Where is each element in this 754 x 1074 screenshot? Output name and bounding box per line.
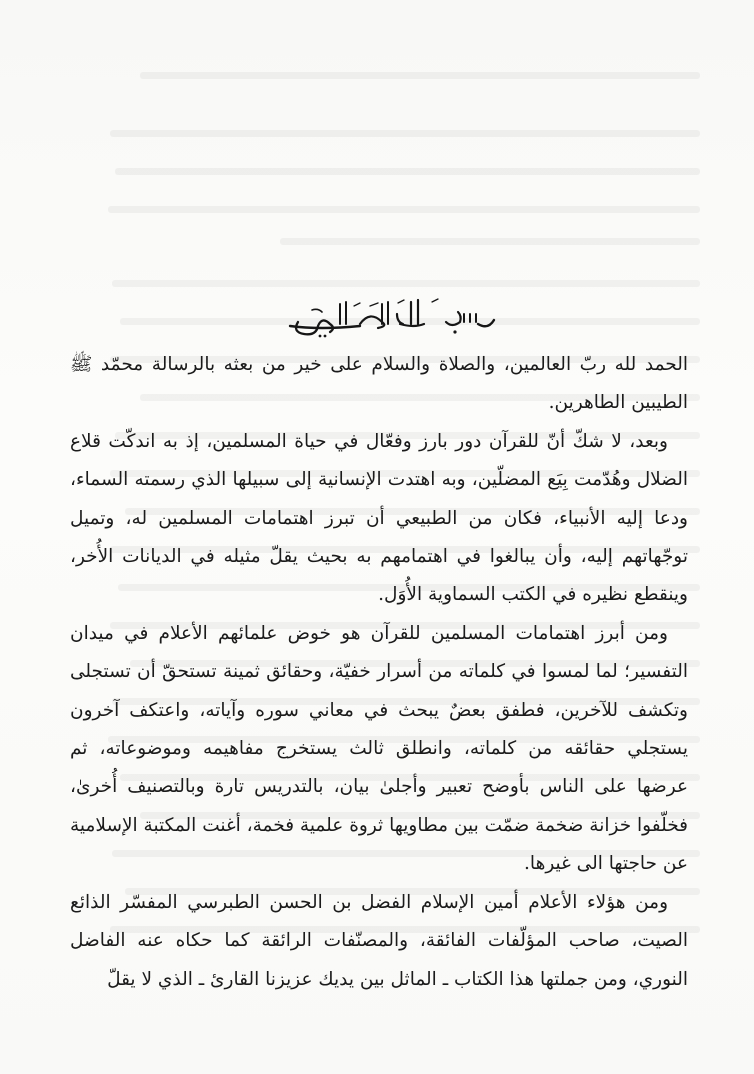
basmala-calligraphy: [250, 292, 500, 340]
paragraph-opening: الحمد لله ربّ العالمين، والصلاة والسلام على خير من بعثه بالرسالة محمّد ﷺ الطيبين الطاهرين.: [70, 354, 688, 414]
paragraph-tafsir: ومن أبرز اهتمامات المسلمين للقرآن هو خوض علمائهم الأعلام في ميدان التفسير؛ لما لمسوا في كلماته من أسرار خفيّة، وحقائق ثمينة تستحقّ أن تستجلى وتكشف للآخرين، فطفق بعضٌ يبحث في معاني سوره وآياته، واعتكف آخرون يستجلي حقائقه من كلماته، وانطلق ثالث يستخرج مفاهيمه وموضوعاته، ثم عرضها على الناس بأوضح تعبير وأجلىٰ بيان، بالتدريس تارة وبالتصنيف أُخرىٰ، فخلّفوا خزانة ضخمة ضمّت بين مطاويها ثروة علمية فخمة، أغنت المكتبة الإسلامية عن حاجتها الى غيرها.: [70, 622, 688, 875]
paragraph-quran-role: وبعد، لا شكّ أنّ للقرآن دور بارز وفعّال في حياة المسلمين، إذ به اندكّت قلاع الضلال وهُدّمت بِيَع المضلّين، وبه اهتدت الإنسانية إلى سبيلها الذي رسمته السماء، ودعا إليه الأنبياء، فكان من الطبيعي أن تبرز اهتمامات المسلمين له، وتميل توجّهاتهم إليه، وأن يبالغوا في اهتمامهم به بحيث يقلّ مثيله في الديانات الأُخر، وينقطع نظيره في الكتب السماوية الأُوَل.: [70, 430, 688, 606]
body-text: [70, 346, 688, 999]
paragraph-tabrisi: ومن هؤلاء الأعلام أمين الإسلام الفضل بن الحسن الطبرسي المفسّر الذائع الصيت، صاحب المؤلّفات الفائقة، والمصنّفات الرائقة كما حكاه عنه الفاضل النوري، ومن جملتها هذا الكتاب ـ الماثل بين يديك عزيزنا القارئ ـ الذي لا يقلّ: [70, 891, 688, 990]
